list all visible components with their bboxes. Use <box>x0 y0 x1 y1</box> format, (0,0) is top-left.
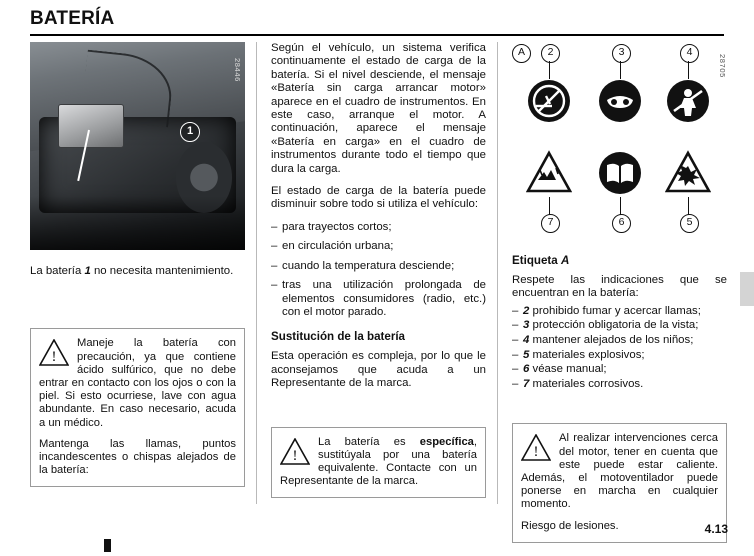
legend-num: 7 <box>523 377 530 390</box>
list-item <box>512 319 727 333</box>
list-item <box>512 378 727 392</box>
legend-text: mantener alejados de los niños; <box>532 334 694 346</box>
symbol-number-3: 3 <box>612 44 631 63</box>
figure-caption <box>30 265 245 278</box>
connector-line <box>549 61 550 79</box>
warning-box-middle <box>271 427 486 499</box>
connector-line <box>620 61 621 79</box>
warning-middle-part1: La batería es <box>318 435 420 448</box>
photo-shadow <box>30 196 245 250</box>
legend-num: 6 <box>523 363 530 376</box>
no-smoking-no-flame-icon <box>526 78 572 124</box>
legend-text: véase manual; <box>532 363 607 376</box>
engine-bay-photo <box>30 42 245 250</box>
connector-line <box>688 61 689 79</box>
list-item <box>512 349 727 363</box>
warning-triangle-icon <box>39 339 69 366</box>
label-A-circle: A <box>512 44 531 63</box>
warning-middle-part3: , sustitúyala por una batería equivalente. Contacte con un Representante de la marca. <box>280 435 477 488</box>
legend-list <box>512 305 727 392</box>
eye-protection-icon <box>597 78 643 124</box>
list-item: – tras una utilización prolongada de elementos consumidores (radio, etc.) con el motor parado. <box>271 279 486 319</box>
list-item: – en circulación urbana; <box>271 240 486 253</box>
explosive-materials-icon <box>665 150 711 196</box>
legend-text: prohibido fumar y acercar llamas; <box>532 304 701 317</box>
warning-box-right <box>512 423 727 542</box>
legend-intro: Respete las indicaciones que se encuentran en la batería: <box>512 274 727 300</box>
warning-triangle-icon <box>521 434 551 461</box>
page-title: BATERÍA <box>30 8 115 29</box>
section-subheading: Sustitución de la batería <box>271 330 406 344</box>
connector-line <box>549 197 550 215</box>
legend-num: 3 <box>523 319 530 332</box>
symbol-number-5: 5 <box>680 214 699 233</box>
symbol-number-6: 6 <box>612 214 631 233</box>
list-item <box>512 334 727 348</box>
middle-paragraph-2: El estado de carga de la batería puede disminuir sobre todo si utiliza el vehículo: <box>271 185 486 211</box>
figure-code: 28446 <box>233 58 242 82</box>
symbol-number-4: 4 <box>680 44 699 63</box>
title-divider <box>30 34 724 36</box>
legend-num: 2 <box>523 304 530 317</box>
battery-discharge-list <box>271 221 486 319</box>
legend-text: materiales corrosivos. <box>532 377 644 390</box>
legend-text: materiales explosivos; <box>532 348 645 361</box>
middle-paragraph-3: Esta operación es compleja, por lo que le aconsejamos que acuda a un Representante de la marca. <box>271 350 486 390</box>
warning-left-p2: Mantenga las llamas, puntos incandescentes o chispas alejados de la batería: <box>39 437 236 477</box>
open-manual-icon <box>597 150 643 196</box>
list-item: – cuando la temperatura desciende; <box>271 260 486 273</box>
warning-middle-part2: específica <box>419 435 474 448</box>
warning-box-left <box>30 328 245 487</box>
svg-text:!: ! <box>533 444 539 461</box>
connector-line <box>688 197 689 215</box>
warning-left-p1: Maneje la batería con precaución, ya que contiene ácido sulfúrico, que no debe entrar en contacto con los ojos o con la piel. Si esto ocurriese, lave con agua abundante. En caso necesario, acuda a un médico. <box>39 337 236 429</box>
svg-text:!: ! <box>292 447 298 464</box>
caption-text-after: no necesita mantenimiento. <box>90 265 234 277</box>
list-item: – para trayectos cortos; <box>271 221 486 234</box>
keep-away-from-children-icon <box>665 78 711 124</box>
connector-line <box>620 197 621 215</box>
svg-text:!: ! <box>51 349 57 366</box>
caption-ref: 1 <box>84 265 91 277</box>
column-divider-2 <box>497 42 498 504</box>
callout-1: 1 <box>180 122 200 142</box>
symbol-number-7: 7 <box>541 214 560 233</box>
warning-right-p2: Riesgo de lesiones. <box>521 519 619 532</box>
list-item <box>512 305 727 319</box>
legend-heading-text: Etiqueta <box>512 254 561 267</box>
list-item <box>512 363 727 377</box>
figure-code-right: 28705 <box>718 54 727 78</box>
print-mark <box>104 539 111 552</box>
battery-label-figure <box>512 42 727 270</box>
warning-right-p1: Al realizar intervenciones cerca del motor, tener en cuenta que este puede estar caliente. Además, el motoventilador puede ponerse en marcha en cualquier momento. <box>521 432 718 511</box>
section-tab <box>740 272 754 306</box>
legend-heading-letter: A <box>560 254 570 267</box>
corrosive-materials-icon <box>526 150 572 196</box>
legend-num: 4 <box>523 334 530 346</box>
legend-text: protección obligatoria de la vista; <box>532 319 699 332</box>
legend-num: 5 <box>523 348 530 361</box>
warning-triangle-icon <box>280 438 310 465</box>
middle-paragraph-1: Según el vehículo, un sistema verifica continuamente el estado de carga de la batería. Si el nivel desciende, el mensaje «Batería sin carga arrancar motor» aparece en el cuadro de instrumentos. En este caso, arranque el motor. A continuación, aparece el mensaje «Batería en carga» en el cuadro de instrumentos durante todo el tiempo que dura la carga. <box>271 42 486 175</box>
caption-text-before: La batería <box>30 265 85 277</box>
page-number: 4.13 <box>704 522 728 536</box>
symbol-number-2: 2 <box>541 44 560 63</box>
column-divider-1 <box>256 42 257 504</box>
